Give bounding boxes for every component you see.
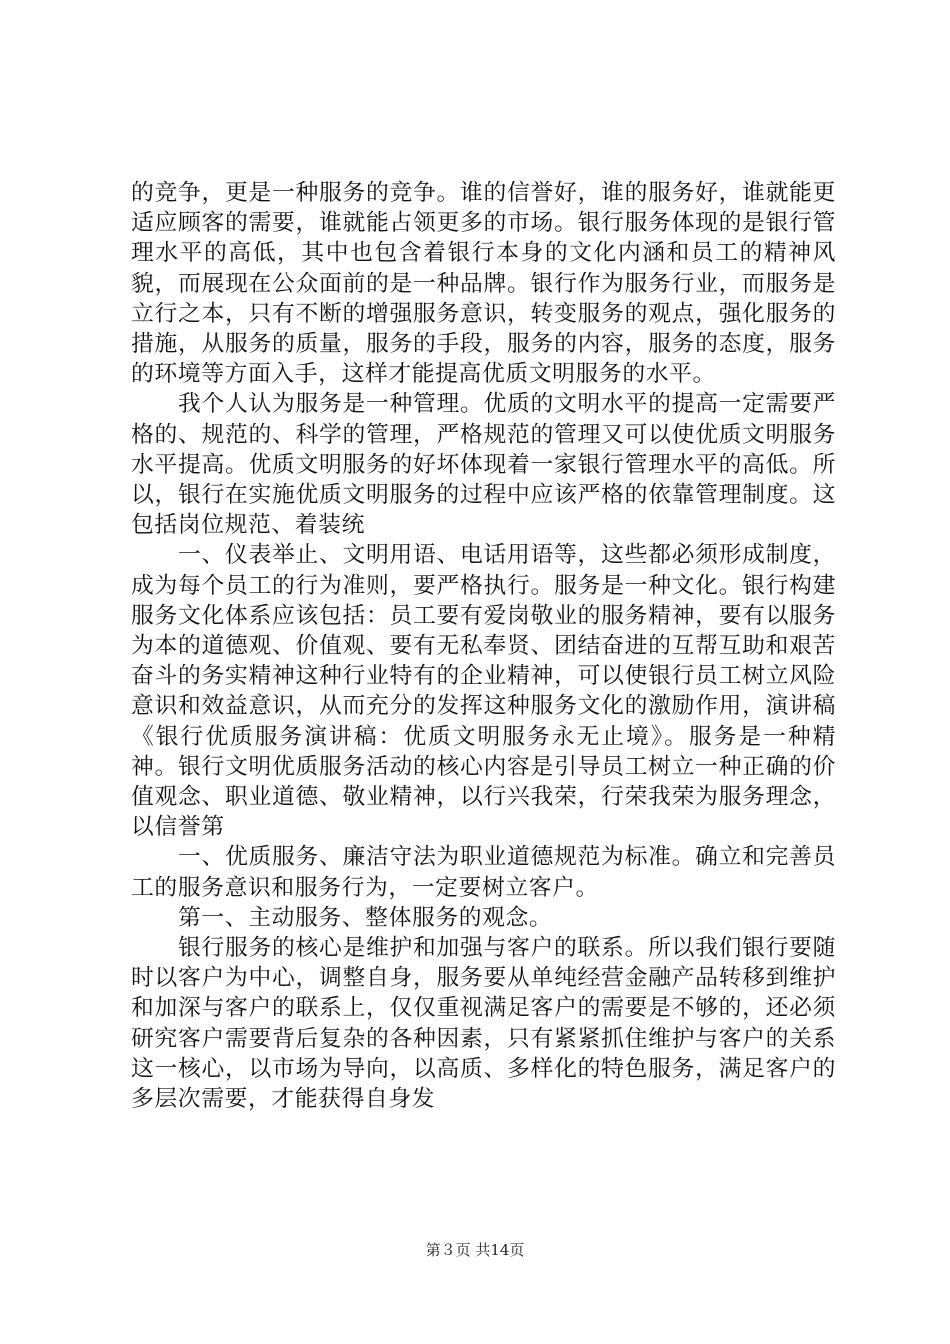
paragraph-2: 我个人认为服务是一种管理。优质的文明水平的提高一定需要严格的、规范的、科学的管理，严格规范的管理又可以使优质文明服务水平提高。优质文明服务的好坏体现着一家银行管理水平的高低。所以，银行在实施优质文明服务的过程中应该严格的依靠管理制度。这包括岗位规范、着装统: [131, 391, 836, 539]
paragraph-3: 一、仪表举止、文明用语、电话用语等，这些都必须形成制度，成为每个员工的行为准则，要严格执行。服务是一种文化。银行构建服务文化体系应该包括：员工要有爱岗敬业的服务精神，要有以服务为本的道德观、价值观、要有无私奉贤、团结奋进的互帮互助和艰苦奋斗的务实精神这种行业特有的企业精神，可以使银行员工树立风险意识和效益意识，从而充分的发挥这种服务文化的激励作用，演讲稿《银行优质服务演讲稿：优质文明服务永无止境》。服务是一种精神。银行文明优质服务活动的核心内容是引导员工树立一种正确的价值观念、职业道德、敬业精神，以行兴我荣，行荣我荣为服务理念，以信誉第: [131, 542, 836, 841]
paragraph-6: 银行服务的核心是维护和加强与客户的联系。所以我们银行要随时以客户为中心，调整自身，服务要从单纯经营金融产品转移到维护和加深与客户的联系上，仅仅重视满足客户的需要是不够的，还必须研究客户需要背后复杂的各种因素，只有紧紧抓住维护与客户的关系这一核心，以市场为导向，以高质、多样化的特色服务，满足客户的多层次需要，才能获得自身发: [131, 935, 836, 1113]
paragraph-5: 第一、主动服务、整体服务的观念。: [178, 904, 553, 931]
page-number-footer: 第３页 共14页: [425, 1241, 525, 1259]
paragraph-1: 的竞争，更是一种服务的竞争。谁的信誉好，谁的服务好，谁就能更适应顾客的需要，谁就能占领更多的市场。银行服务体现的是银行管理水平的高低，其中也包含着银行本身的文化内涵和员工的精神风貌，而展现在公众面前的是一种品牌。银行作为服务行业，而服务是立行之本，只有不断的增强服务意识，转变服务的观点，强化服务的措施，从服务的质量，服务的手段，服务的内容，服务的态度，服务的环境等方面入手，这样才能提高优质文明服务的水平。: [131, 180, 836, 388]
document-body: [131, 178, 836, 1114]
paragraph-4: 一、优质服务、廉洁守法为职业道德规范为标准。确立和完善员工的服务意识和服务行为，一定要树立客户。: [131, 844, 836, 901]
